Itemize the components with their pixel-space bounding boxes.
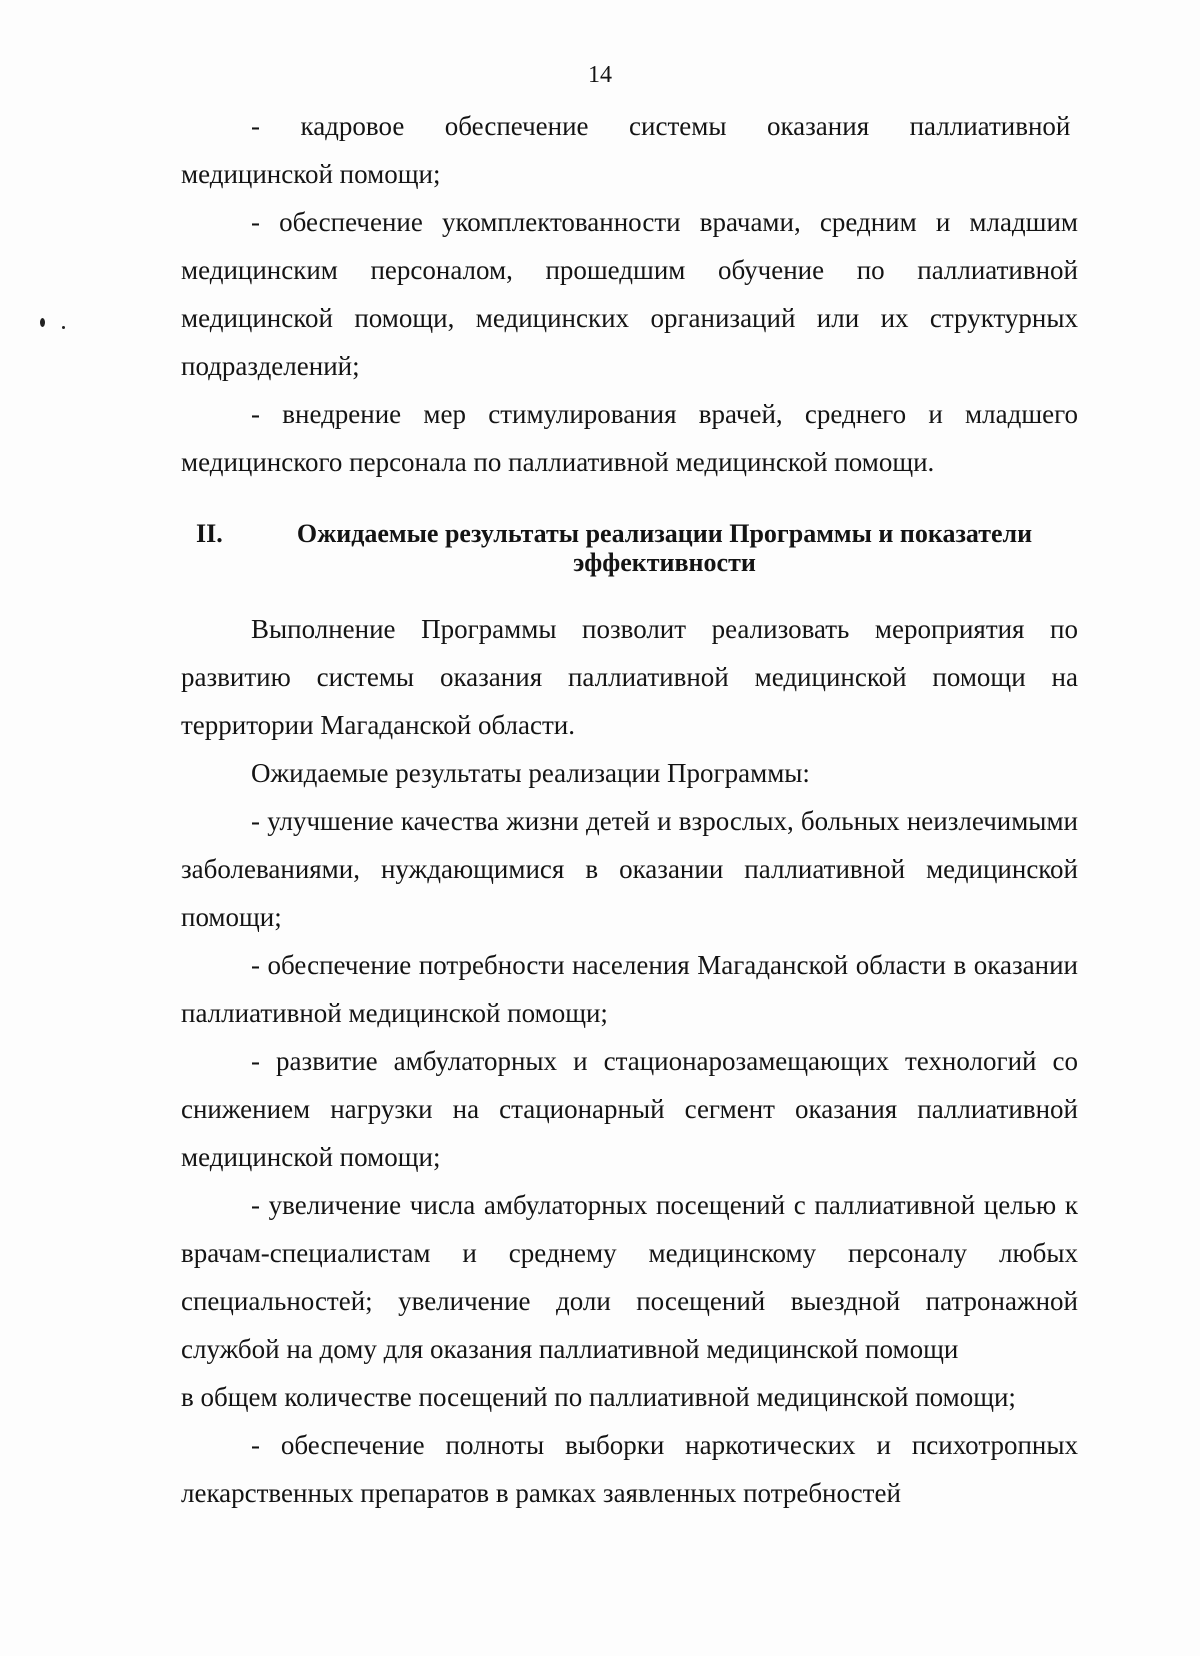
list-item: - увеличение числа амбулаторных посещений с паллиативной целью к врачам-специалистам и среднему медицинскому персоналу любых специальностей; увеличение доли посещений выездной патронажной службой на дому для оказания паллиативной медицинской помощи (181, 1190, 1078, 1364)
scan-speck (62, 326, 65, 329)
section-number: II. (196, 519, 223, 548)
list-item: - улучшение качества жизни детей и взрослых, больных неизлечимыми заболеваниями, нуждающимися в оказании паллиативной медицинской помощи; (181, 806, 1078, 932)
list-item: - обеспечение потребности населения Магаданской области в оказании паллиативной медицинской помощи; (181, 950, 1078, 1028)
paragraph: - внедрение мер стимулирования врачей, среднего и младшего медицинского персонала по паллиативной медицинской помощи. (181, 399, 1078, 477)
scan-speck (40, 318, 45, 327)
page-number: 14 (588, 62, 612, 88)
section-title-line1: Ожидаемые результаты реализации Программы и показатели (296, 519, 1033, 548)
body-text (181, 102, 1078, 1517)
section-title-line2: эффективности (573, 548, 756, 577)
list-item: - развитие амбулаторных и стационарозамещающих технологий со снижением нагрузки на стационарный сегмент оказания паллиативной медицинской помощи; (181, 1046, 1078, 1172)
section-heading (181, 519, 1078, 577)
paragraph: Ожидаемые результаты реализации Программы: (251, 758, 810, 788)
list-item: - обеспечение полноты выборки наркотических и психотропных лекарственных препаратов в рамках заявленных потребностей (181, 1430, 1078, 1508)
paragraph: Выполнение Программы позволит реализовать мероприятия по развитию системы оказания паллиативной медицинской помощи на территории Магаданской области. (181, 614, 1078, 740)
paragraph-continuation: в общем количестве посещений по паллиативной медицинской помощи; (181, 1382, 1016, 1412)
paragraph: - обеспечение укомплектованности врачами, средним и младшим медицинским персоналом, прошедшим обучение по паллиативной медицинской помощи, медицинских организаций или их структурных подразделений; (181, 207, 1078, 381)
paragraph: - кадровое обеспечение системы оказания паллиативной медицинской помощи; (181, 111, 1071, 189)
